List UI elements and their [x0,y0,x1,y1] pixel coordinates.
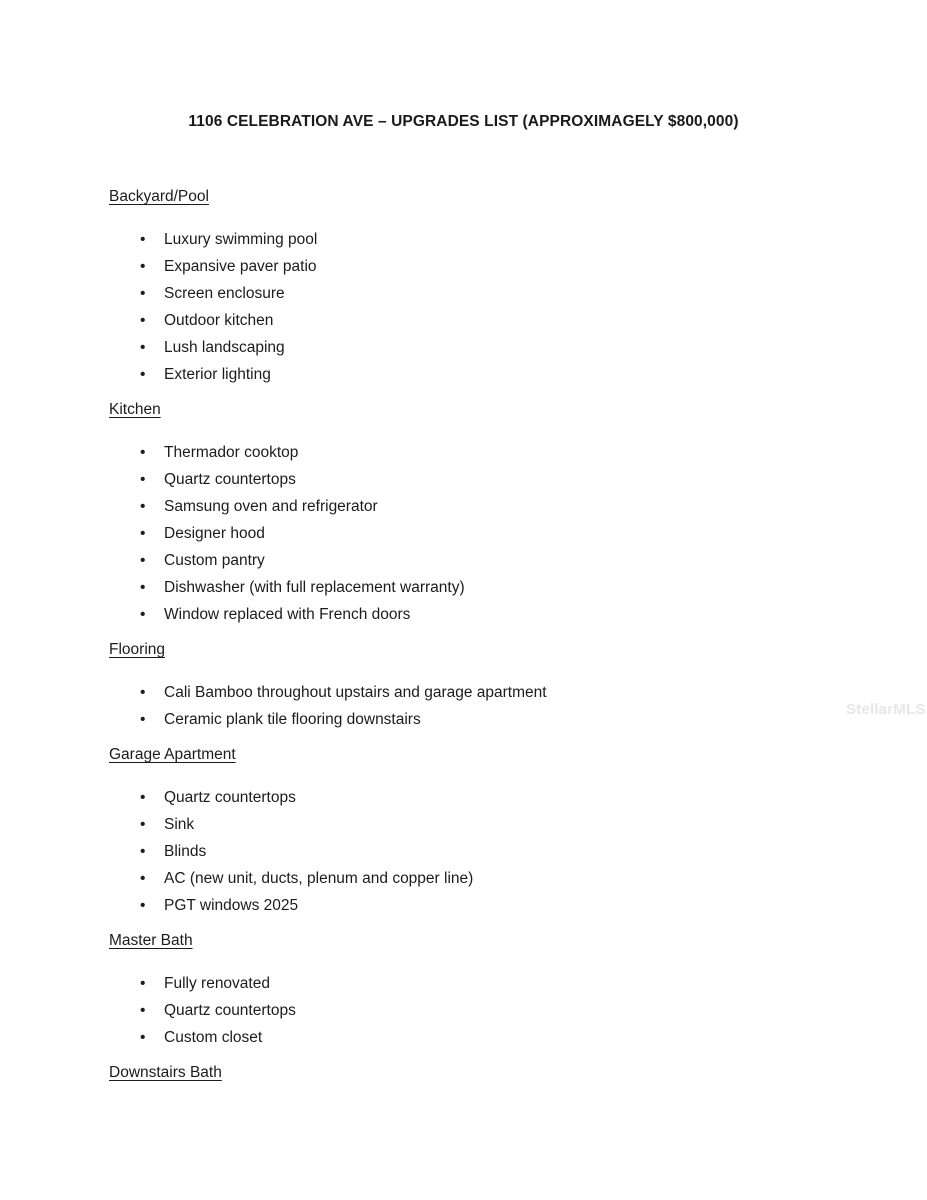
sections-container [0,187,927,1083]
list-item: • Quartz countertops [109,997,847,1024]
section-item-list [109,970,847,1051]
list-item: • Quartz countertops [109,466,847,493]
stellar-mls-watermark: StellarMLS [846,701,926,718]
list-item: • Expansive paver patio [109,253,847,280]
list-item: • Lush landscaping [109,334,847,361]
list-item: • Quartz countertops [109,784,847,811]
upgrade-section [109,640,847,733]
list-item: • Sink [109,811,847,838]
upgrade-section [109,745,847,919]
document-page [0,112,927,1200]
list-item: • PGT windows 2025 [109,892,847,919]
list-item: • Custom closet [109,1024,847,1051]
section-heading: Kitchen [109,401,161,418]
upgrade-section [109,1063,847,1083]
list-item: • Samsung oven and refrigerator [109,493,847,520]
list-item: • Designer hood [109,520,847,547]
section-item-list [109,439,847,628]
list-item: • Luxury swimming pool [109,226,847,253]
section-heading: Downstairs Bath [109,1064,222,1081]
section-heading: Backyard/Pool [109,188,209,205]
list-item: • Dishwasher (with full replacement warranty) [109,574,847,601]
list-item: • Outdoor kitchen [109,307,847,334]
section-heading: Flooring [109,641,165,658]
section-item-list [109,226,847,388]
section-item-list [109,784,847,919]
section-item-list [109,679,847,733]
list-item: • Cali Bamboo throughout upstairs and garage apartment [109,679,847,706]
list-item: • Exterior lighting [109,361,847,388]
upgrade-section [109,187,847,388]
list-item: • Ceramic plank tile flooring downstairs [109,706,847,733]
list-item: • AC (new unit, ducts, plenum and copper line) [109,865,847,892]
list-item: • Thermador cooktop [109,439,847,466]
document-title: 1106 CELEBRATION AVE – UPGRADES LIST (APPROXIMAGELY $800,000) [188,113,739,130]
section-heading: Garage Apartment [109,746,236,763]
list-item: • Screen enclosure [109,280,847,307]
list-item: • Fully renovated [109,970,847,997]
section-heading: Master Bath [109,932,193,949]
list-item: • Custom pantry [109,547,847,574]
upgrade-section [109,400,847,628]
list-item: • Window replaced with French doors [109,601,847,628]
upgrade-section [109,931,847,1051]
list-item: • Blinds [109,838,847,865]
